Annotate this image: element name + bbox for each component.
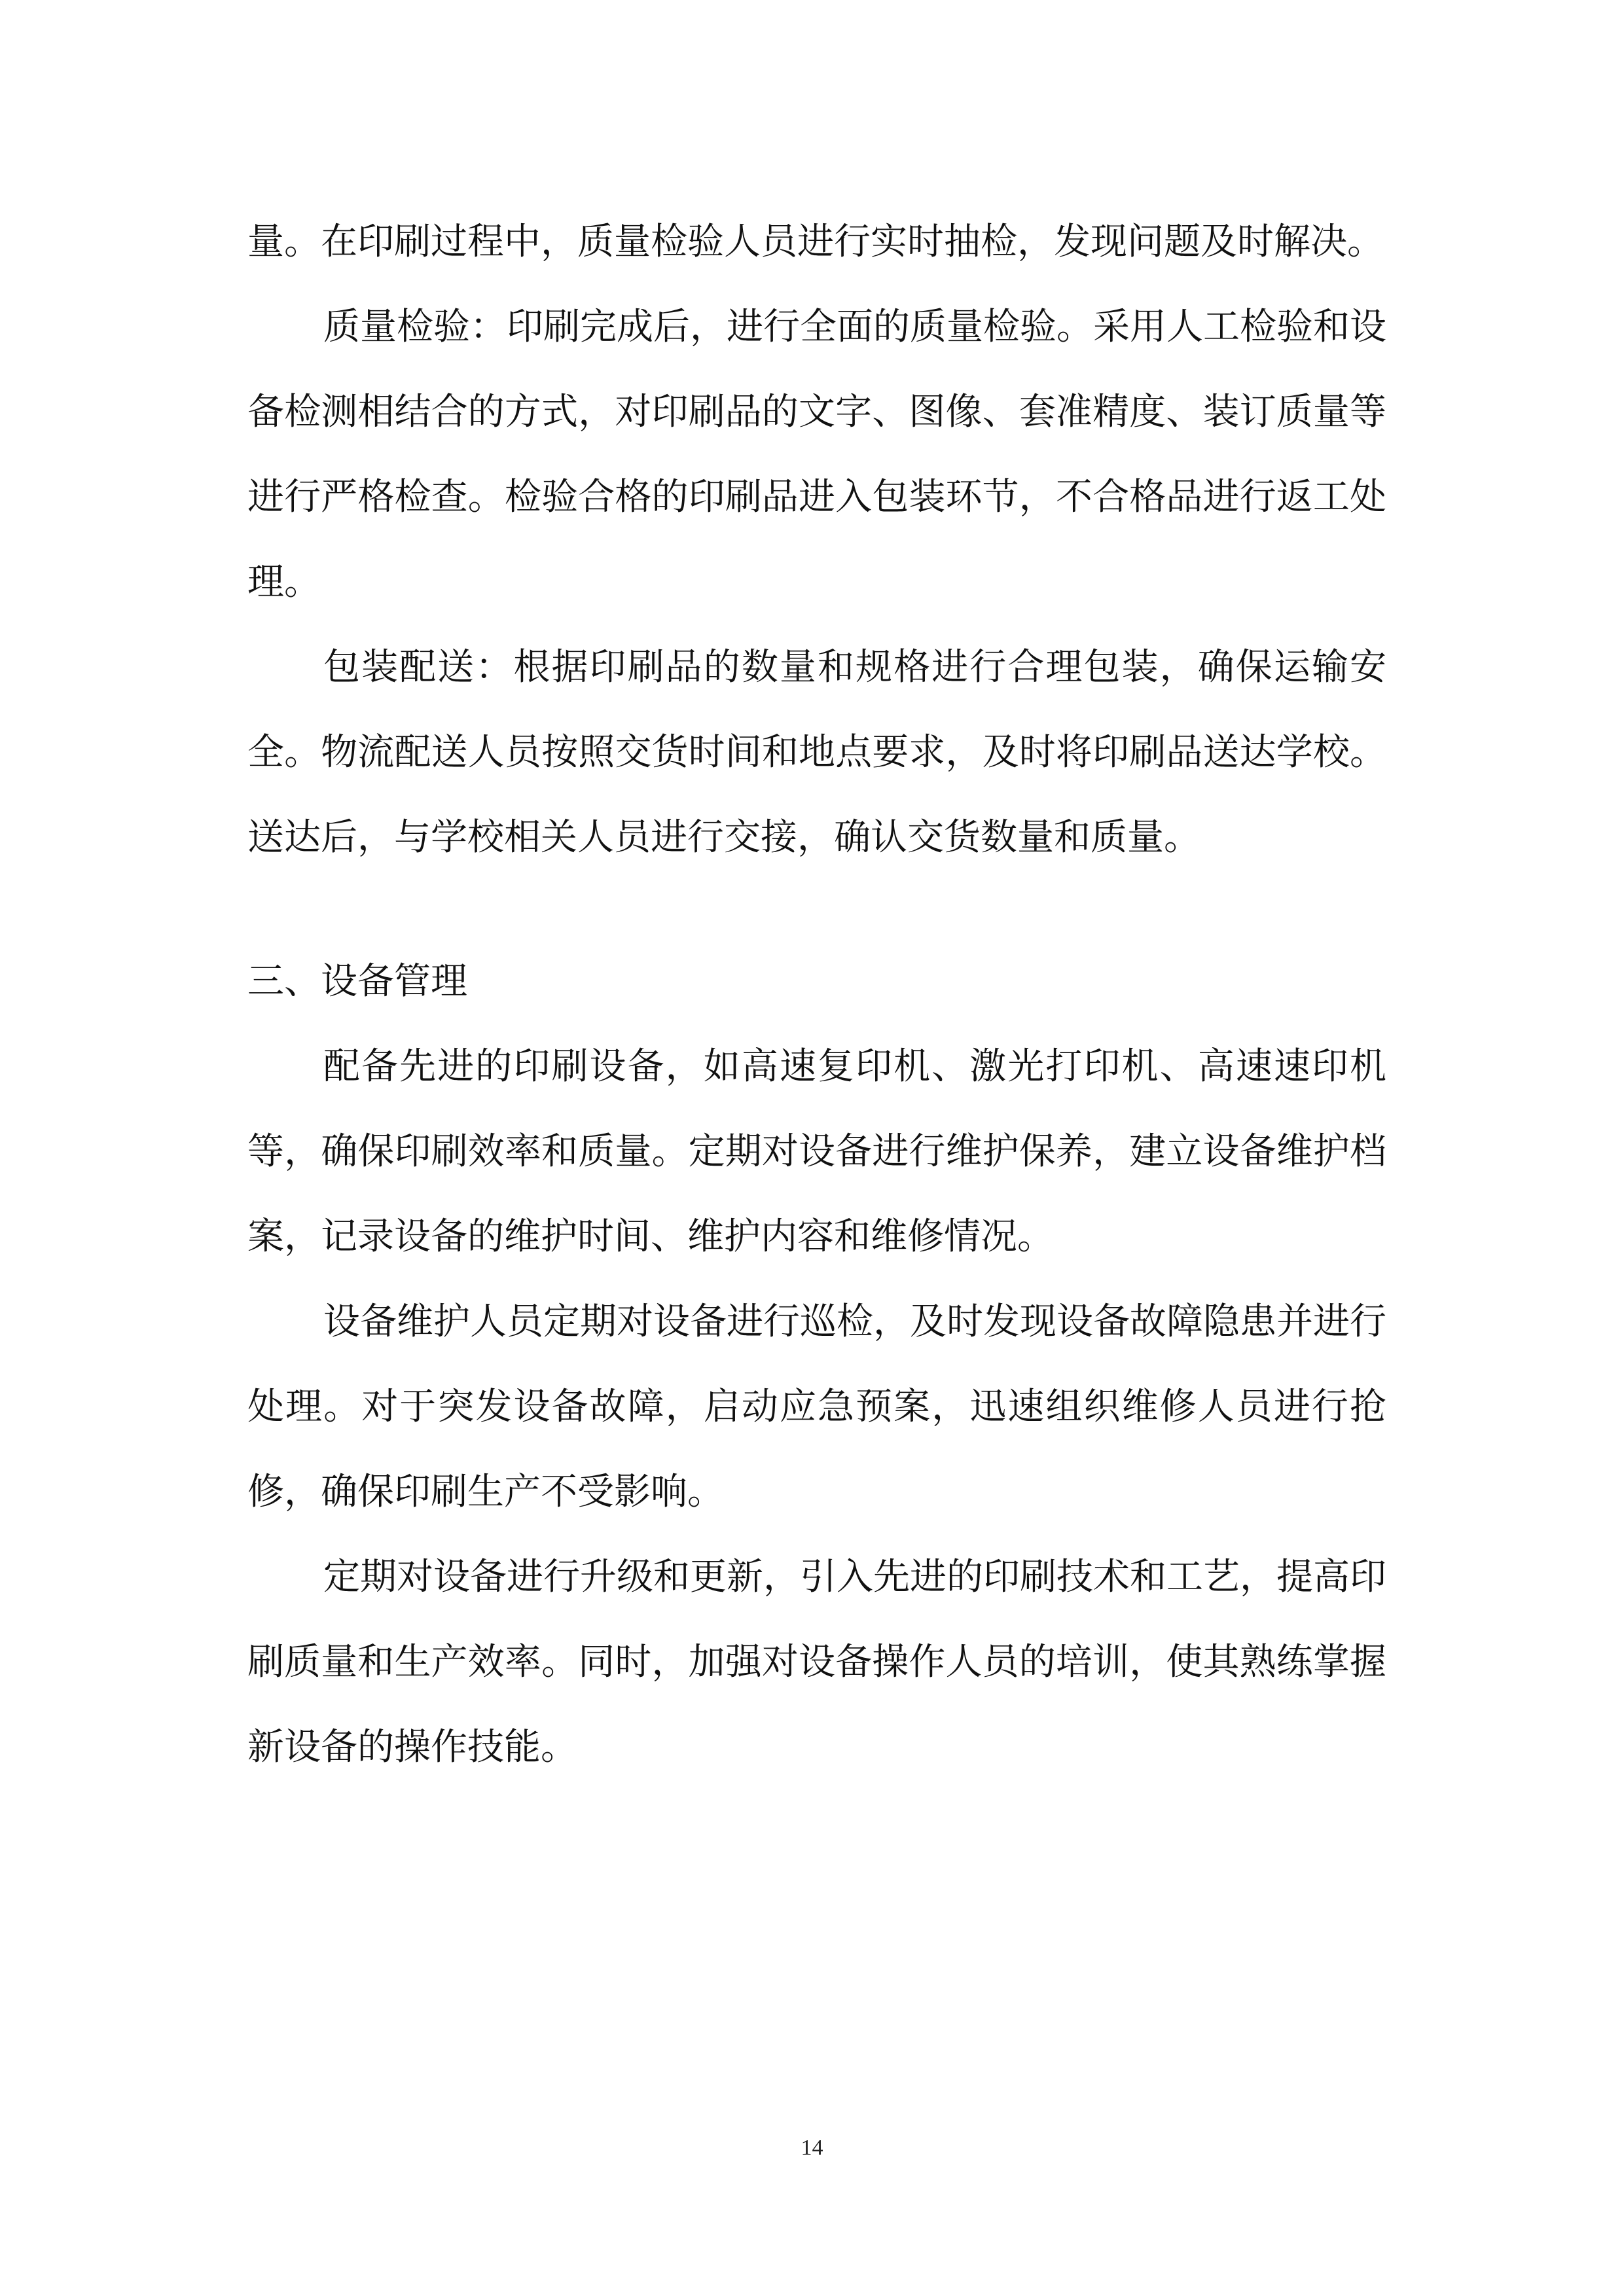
body-text-section-a — [247, 200, 1386, 880]
paragraph-continuation: 量。在印刷过程中，质量检验人员进行实时抽检，发现问题及时解决。 — [247, 221, 1384, 263]
paragraph-equipment-setup: 配备先进的印刷设备，如高速复印机、激光打印机、高速速印机等，确保印刷效率和质量。定期对设备进行维护保养，建立设备维护档案，记录设备的维护时间、维护内容和维修情况。 — [247, 1045, 1386, 1258]
body-text-section-b — [247, 939, 1386, 1790]
paragraph-packaging-delivery: 包装配送：根据印刷品的数量和规格进行合理包装，确保运输安全。物流配送人员按照交货时间和地点要求，及时将印刷品送达学校。送达后，与学校相关人员进行交接，确认交货数量和质量。 — [247, 646, 1386, 859]
page-number: 14 — [801, 2136, 823, 2160]
section-heading-equipment-management: 三、设备管理 — [247, 960, 467, 1003]
paragraph-equipment-maintenance: 设备维护人员定期对设备进行巡检，及时发现设备故障隐患并进行处理。对于突发设备故障，启动应急预案，迅速组织维修人员进行抢修，确保印刷生产不受影响。 — [247, 1300, 1386, 1513]
paragraph-quality-inspection: 质量检验：印刷完成后，进行全面的质量检验。采用人工检验和设备检测相结合的方式，对印刷品的文字、图像、套准精度、装订质量等进行严格检查。检验合格的印刷品进入包装环节，不合格品进行返工处理。 — [247, 306, 1386, 603]
paragraph-equipment-upgrade: 定期对设备进行升级和更新，引入先进的印刷技术和工艺，提高印刷质量和生产效率。同时，加强对设备操作人员的培训，使其熟练掌握新设备的操作技能。 — [247, 1556, 1386, 1768]
